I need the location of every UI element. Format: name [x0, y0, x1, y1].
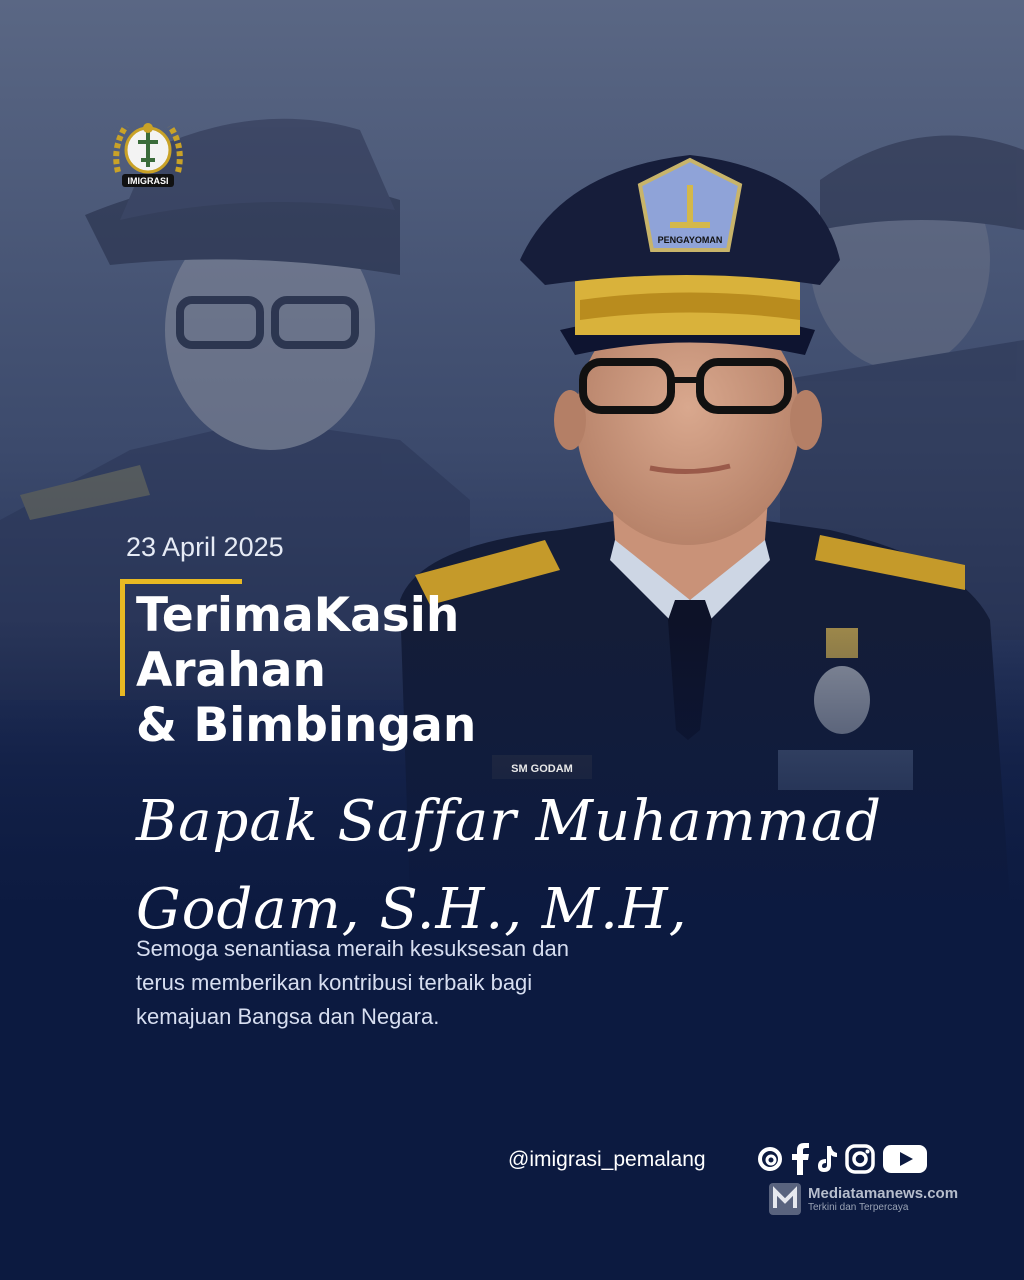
wish-message-line-2: terus memberikan kontribusi terbaik bagi [136, 970, 533, 995]
wish-message-line-3: kemajuan Bangsa dan Negara. [136, 1004, 440, 1029]
imigrasi-emblem-logo [108, 112, 188, 192]
mediatamanews-logo [768, 1182, 802, 1216]
name-tag-text: SM GODAM [511, 763, 573, 775]
instagram-icon [844, 1143, 876, 1180]
watermark-name: Mediatamanews.com [808, 1185, 959, 1202]
threads-icon [756, 1144, 784, 1179]
honoree-name-line-1: Bapak Saffar Muhammad [136, 789, 882, 854]
social-handle: @imigrasi_pemalang [508, 1148, 706, 1171]
honoree-name [136, 778, 882, 954]
date-label: 23 April 2025 [126, 532, 284, 562]
cap-badge-text: PENGAYOMAN [657, 235, 723, 245]
facebook-icon [790, 1143, 810, 1180]
headline [136, 588, 476, 753]
tiktok-icon [816, 1144, 838, 1179]
accent-bar-top [120, 579, 242, 584]
headline-line-3: & Bimbingan [136, 698, 477, 753]
wish-message [136, 932, 569, 1034]
watermark [768, 1182, 958, 1216]
social-icons [756, 1143, 928, 1179]
accent-bar-left [120, 584, 125, 696]
wish-message-line-1: Semoga senantiasa meraih kesuksesan dan [136, 936, 569, 961]
headline-line-2: Arahan [136, 643, 326, 698]
headline-line-1: TerimaKasih [136, 588, 460, 643]
youtube-icon [882, 1143, 928, 1180]
watermark-tagline: Terkini dan Terpercaya [808, 1202, 909, 1213]
honoree-name-line-2: Godam, S.H., M.H, [136, 877, 688, 942]
emblem-text: IMIGRASI [127, 176, 169, 186]
